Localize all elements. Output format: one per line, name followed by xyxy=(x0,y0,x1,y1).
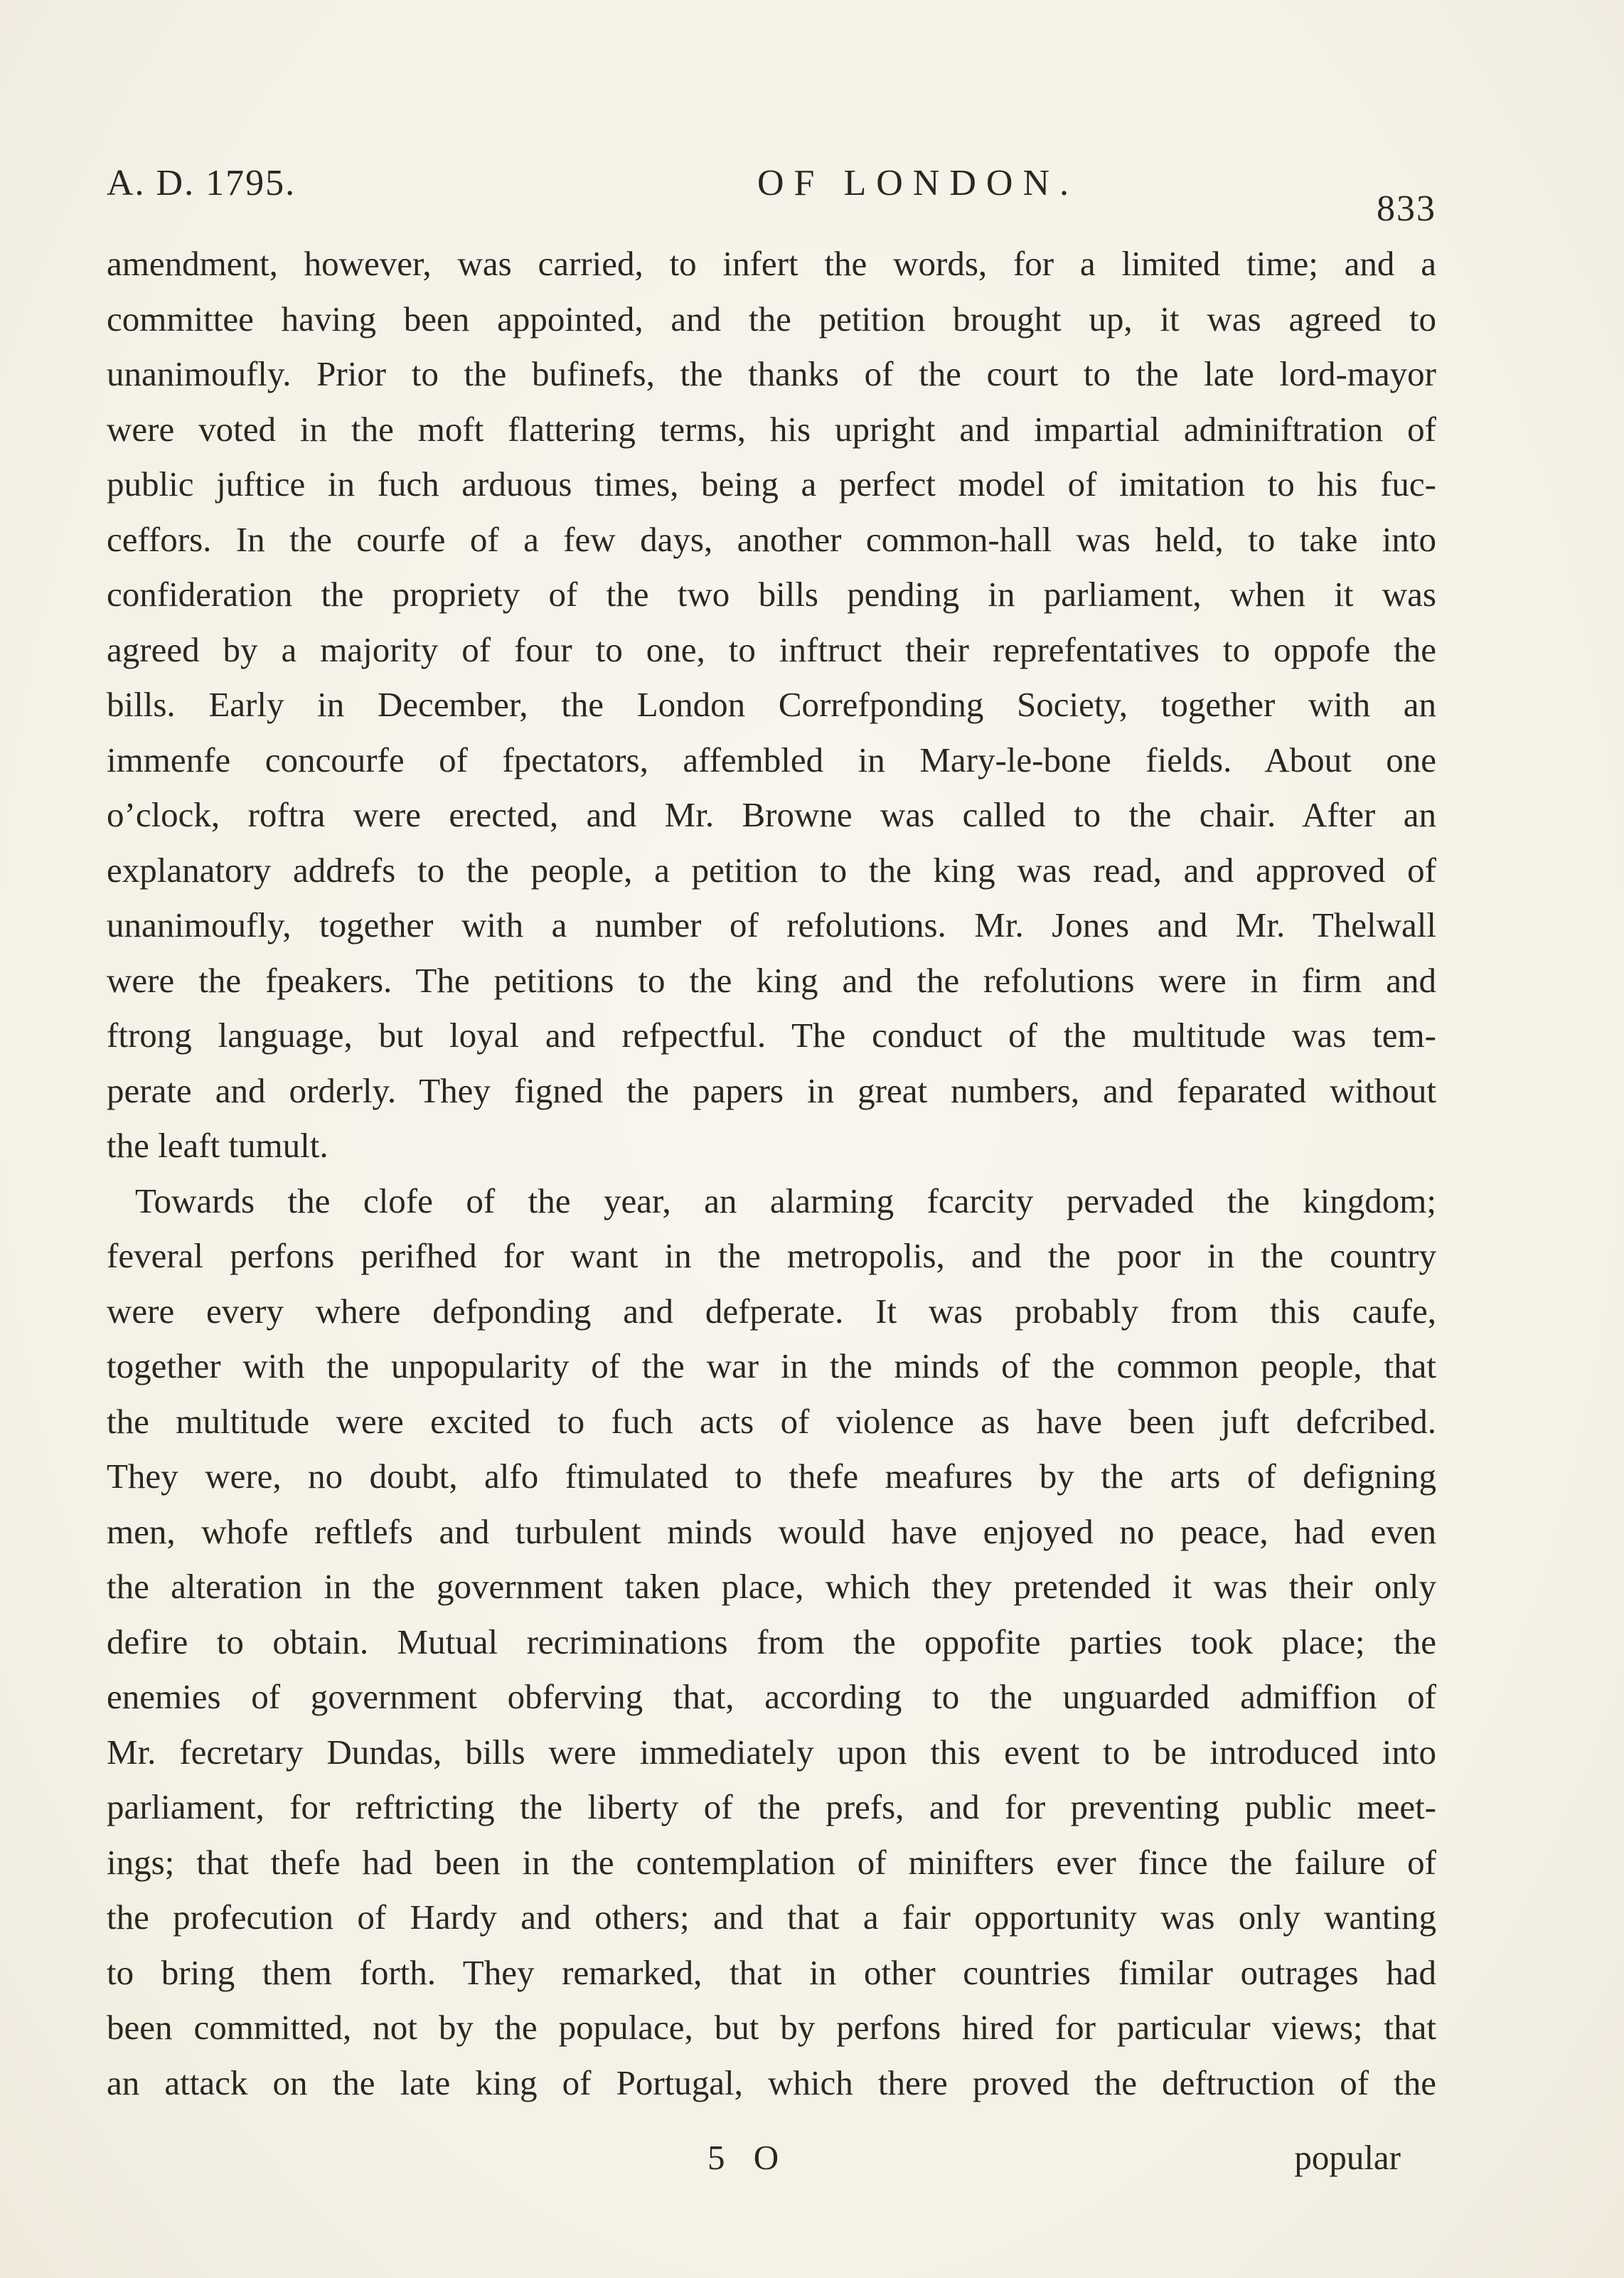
text-line: defire to obtain. Mutual recriminations from the oppofite parties took place; the xyxy=(107,1622,1436,1661)
text-line: perate and orderly. They figned the papers in great numbers, and feparated without xyxy=(107,1070,1436,1110)
text-line: amendment, however, was carried, to infert the words, for a limited time; and a xyxy=(107,244,1436,283)
text-line: the profecution of Hardy and others; and that a fair opportunity was only wanting xyxy=(107,1898,1436,1937)
text-line: unanimoufly, together with a number of refolutions. Mr. Jones and Mr. Thelwall xyxy=(107,905,1436,944)
text-line: the alteration in the government taken place, which they pretended it was their only xyxy=(107,1567,1436,1606)
text-line: committee having been appointed, and the petition brought up, it was agreed to xyxy=(107,299,1436,339)
text-line: were voted in the moft flattering terms, his upright and impartial adminiftration of xyxy=(107,409,1436,449)
text-line: bills. Early in December, the London Correfponding Society, together with an xyxy=(107,685,1436,724)
running-title: OF LONDON. xyxy=(757,163,1079,203)
header-date: A. D. 1795. xyxy=(107,163,297,203)
text-line: o’clock, roftra were erected, and Mr. Browne was called to the chair. After an xyxy=(107,795,1436,834)
text-line: together with the unpopularity of the war in the minds of the common people, that xyxy=(107,1346,1436,1385)
text-line: an attack on the late king of Portugal, which there proved the deftruction of the xyxy=(107,2063,1436,2102)
text-line: were the fpeakers. The petitions to the king and the refolutions were in firm and xyxy=(107,960,1436,1000)
text-line: parliament, for reftricting the liberty of the prefs, and for preventing public meet- xyxy=(107,1787,1436,1826)
page-header xyxy=(107,162,1436,229)
page-footer xyxy=(107,2137,1401,2194)
text-line: explanatory addrefs to the people, a petition to the king was read, and approved of xyxy=(107,850,1436,890)
text-line: unanimoufly. Prior to the bufinefs, the thanks of the court to the late lord-mayor xyxy=(107,354,1436,393)
text-line: agreed by a majority of four to one, to inftruct their reprefentatives to oppofe the xyxy=(107,629,1436,669)
text-line: enemies of government obferving that, according to the unguarded admiffion of xyxy=(107,1677,1436,1716)
text-line: Mr. fecretary Dundas, bills were immediately upon this event to be introduced into xyxy=(107,1732,1436,1772)
text-line: ceffors. In the courfe of a few days, another common-hall was held, to take into xyxy=(107,519,1436,559)
text-line: ftrong language, but loyal and refpectful. The conduct of the multitude was tem- xyxy=(107,1016,1436,1055)
text-line: the leaft tumult. xyxy=(107,1126,328,1165)
text-line: confideration the propriety of the two bills pending in parliament, when it was xyxy=(107,575,1436,614)
text-line: They were, no doubt, alfo ftimulated to thefe meafures by the arts of defigning xyxy=(107,1457,1436,1496)
text-line: the multitude were excited to fuch acts of violence as have been juft defcribed. xyxy=(107,1401,1436,1441)
text-line: men, whofe reftlefs and turbulent minds would have enjoyed no peace, had even xyxy=(107,1511,1436,1551)
text-line: to bring them forth. They remarked, that in other countries fimilar outrages had xyxy=(107,1952,1436,1992)
signature-mark: 5 O xyxy=(707,2138,789,2177)
text-line: Towards the clofe of the year, an alarming fcarcity pervaded the kingdom; xyxy=(135,1181,1436,1220)
text-line: been committed, not by the populace, but by perfons hired for particular views; that xyxy=(107,2008,1436,2047)
text-line: ings; that thefe had been in the contemplation of minifters ever fince the failure of xyxy=(107,1842,1436,1882)
text-line: public juftice in fuch arduous times, being a perfect model of imitation to his fuc- xyxy=(107,464,1436,504)
text-line: were every where defponding and defperate. It was probably from this caufe, xyxy=(107,1291,1436,1331)
text-line: immenfe concourfe of fpectators, affembled in Mary-le-bone fields. About one xyxy=(107,740,1436,779)
text-line: feveral perfons perifhed for want in the metropolis, and the poor in the country xyxy=(107,1236,1436,1275)
page-number: 833 xyxy=(1377,188,1436,229)
catchword: popular xyxy=(1294,2138,1401,2177)
body-text xyxy=(107,236,1436,2110)
